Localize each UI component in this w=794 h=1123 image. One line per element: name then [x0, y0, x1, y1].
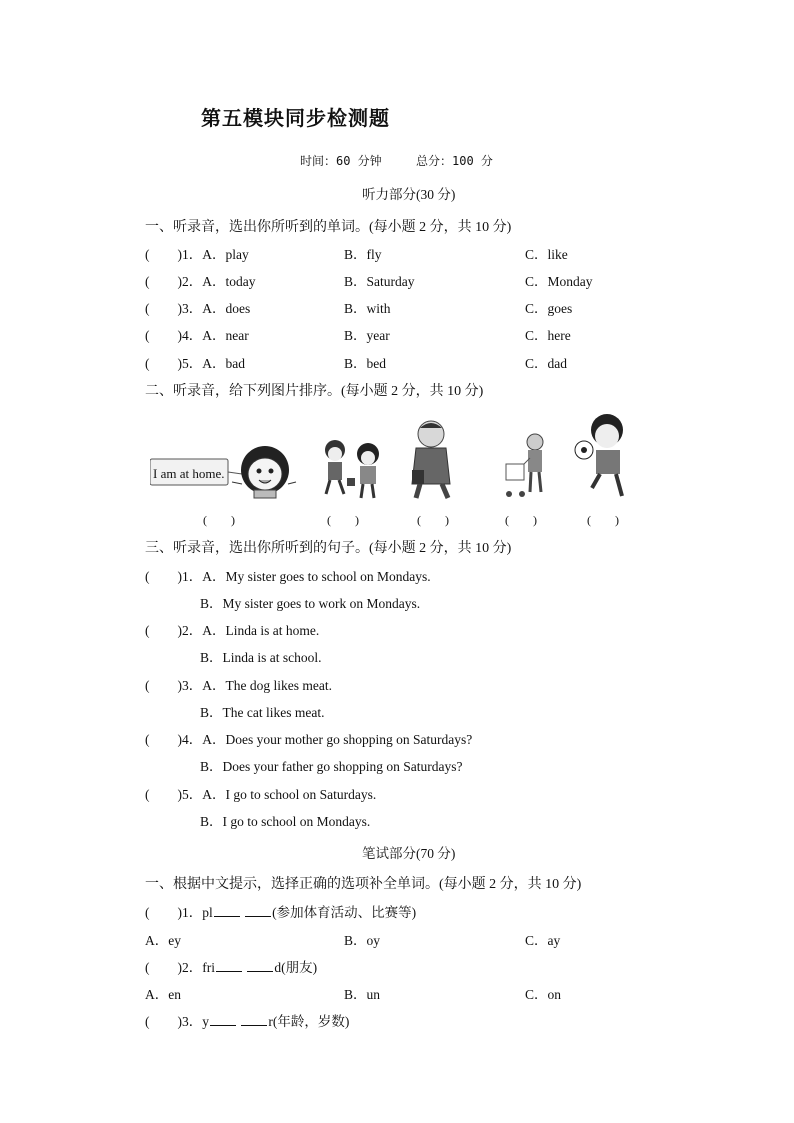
picture-answer-4[interactable]: ( )	[505, 513, 537, 527]
answer-paren-open[interactable]: (	[145, 356, 150, 371]
answer-paren-open[interactable]: (	[145, 247, 150, 262]
boy-with-ball-picture	[575, 414, 623, 496]
listening-section-3-heading: 三、听录音，选出你所听到的句子。(每小题 2 分，共 10 分)	[145, 541, 512, 556]
option-a: 3．A．does	[182, 301, 251, 316]
answer-paren-open[interactable]: (	[145, 301, 150, 316]
listening-s1-question-2	[145, 270, 256, 290]
question-1-option-a: A．ey	[145, 933, 181, 948]
blank-line[interactable]	[241, 1013, 267, 1026]
question-2-option-b: B．un	[344, 987, 381, 1002]
answer-paren-open[interactable]: (	[145, 1014, 150, 1029]
option-b: B．bed	[344, 356, 386, 371]
question-3-hint: r(年龄，岁数)	[268, 1014, 350, 1029]
question-2-prefix: 2．fri	[182, 960, 215, 975]
answer-paren-open[interactable]: (	[145, 960, 150, 975]
answer-paren-close: )	[177, 247, 182, 262]
option-c: C．here	[525, 328, 571, 343]
listening-section-1-heading: 一、听录音，选出你所听到的单词。(每小题 2 分，共 10 分)	[145, 220, 512, 235]
question-1-option-b: B．oy	[344, 933, 381, 948]
shopping-cart-picture	[506, 434, 543, 497]
sentence-option-a: 3．A．The dog likes meat.	[182, 678, 332, 693]
listening-s1-question-4	[145, 324, 249, 344]
option-a: 4．A．near	[182, 328, 249, 343]
blank-line[interactable]	[245, 904, 271, 917]
option-c: C．goes	[525, 301, 573, 316]
listening-s1-question-3	[145, 297, 250, 317]
listening-s3-question-3	[145, 674, 332, 694]
sentence-option-a: 5．A．I go to school on Saturdays.	[182, 787, 377, 802]
listening-s1-question-1	[145, 243, 249, 263]
writing-question-2	[145, 956, 317, 976]
option-b: B．fly	[344, 247, 382, 262]
writing-part-header: 笔试部分(70 分)	[362, 846, 456, 861]
answer-paren-close: )	[177, 678, 182, 693]
picture-strip-art	[150, 412, 650, 508]
blank-line[interactable]	[210, 1013, 236, 1026]
question-2-option-c: C．on	[525, 987, 562, 1002]
answer-paren-open[interactable]: (	[145, 274, 150, 289]
question-1-hint: (参加体育活动、比赛等)	[272, 905, 417, 920]
picture-answer-1[interactable]: ( )	[203, 513, 235, 527]
answer-paren-close: )	[177, 569, 182, 584]
writing-section-1-heading: 一、根据中文提示，选择正确的选项补全单词。(每小题 2 分，共 10 分)	[145, 877, 582, 892]
answer-paren-close: )	[177, 905, 182, 920]
blank-line[interactable]	[216, 959, 242, 972]
picture-strip	[150, 412, 650, 508]
picture-answer-5[interactable]: ( )	[587, 513, 619, 527]
answer-paren-close: )	[177, 732, 182, 747]
option-c: C．dad	[525, 356, 567, 371]
time-limit: 时间：60 分钟	[300, 154, 382, 168]
option-b: B．Saturday	[344, 274, 415, 289]
girl-picture	[232, 446, 296, 498]
answer-paren-open[interactable]: (	[145, 787, 150, 802]
blank-line[interactable]	[247, 959, 273, 972]
listening-section-2-heading: 二、听录音，给下列图片排序。(每小题 2 分，共 10 分)	[145, 384, 484, 399]
question-2-hint: d(朋友)	[274, 960, 318, 975]
listening-s1-question-5	[145, 352, 245, 372]
answer-paren-close: )	[177, 356, 182, 371]
answer-paren-close: )	[177, 328, 182, 343]
answer-paren-close: )	[177, 960, 182, 975]
two-children-picture	[325, 440, 379, 498]
question-1-prefix: 1．pl	[182, 905, 213, 920]
listening-s3-question-2	[145, 619, 319, 639]
page-title: 第五模块同步检测题	[201, 106, 390, 130]
sentence-option-a: 4．A．Does your mother go shopping on Saturdays?	[182, 732, 473, 747]
sentence-option-b: B．I go to school on Mondays.	[200, 814, 371, 829]
option-b: B．year	[344, 328, 390, 343]
option-a: 1．A．play	[182, 247, 249, 262]
sentence-option-b: B．Does your father go shopping on Saturdays?	[200, 759, 463, 774]
option-a: 2．A．today	[182, 274, 256, 289]
answer-paren-open[interactable]: (	[145, 678, 150, 693]
answer-paren-close: )	[177, 274, 182, 289]
speech-bubble-text: I am at home.	[153, 466, 225, 481]
sentence-option-b: B．Linda is at school.	[200, 650, 322, 665]
picture-answer-2[interactable]: ( )	[327, 513, 359, 527]
option-c: C．Monday	[525, 274, 593, 289]
option-c: C．like	[525, 247, 568, 262]
listening-s3-question-4	[145, 728, 472, 748]
man-with-briefcase-picture	[412, 421, 450, 498]
sentence-option-b: B．My sister goes to work on Mondays.	[200, 596, 421, 611]
option-a: 5．A．bad	[182, 356, 245, 371]
listening-s3-question-5	[145, 783, 376, 803]
answer-paren-close: )	[177, 301, 182, 316]
listening-s3-question-1	[145, 565, 431, 585]
question-1-option-c: C．ay	[525, 933, 561, 948]
sentence-option-a: 1．A．My sister goes to school on Mondays.	[182, 569, 431, 584]
listening-part-header: 听力部分(30 分)	[362, 187, 456, 202]
sentence-option-a: 2．A．Linda is at home.	[182, 623, 320, 638]
answer-paren-close: )	[177, 623, 182, 638]
total-score: 总分：100 分	[416, 154, 493, 168]
writing-question-3	[145, 1010, 349, 1030]
answer-paren-open[interactable]: (	[145, 623, 150, 638]
blank-line[interactable]	[214, 904, 240, 917]
writing-question-1	[145, 901, 416, 921]
question-2-option-a: A．en	[145, 987, 181, 1002]
answer-paren-open[interactable]: (	[145, 905, 150, 920]
picture-answer-3[interactable]: ( )	[417, 513, 449, 527]
sentence-option-b: B．The cat likes meat.	[200, 705, 325, 720]
answer-paren-open[interactable]: (	[145, 328, 150, 343]
answer-paren-open[interactable]: (	[145, 732, 150, 747]
option-b: B．with	[344, 301, 391, 316]
answer-paren-close: )	[177, 787, 182, 802]
question-3-prefix: 3．y	[182, 1014, 209, 1029]
answer-paren-open[interactable]: (	[145, 569, 150, 584]
answer-paren-close: )	[177, 1014, 182, 1029]
